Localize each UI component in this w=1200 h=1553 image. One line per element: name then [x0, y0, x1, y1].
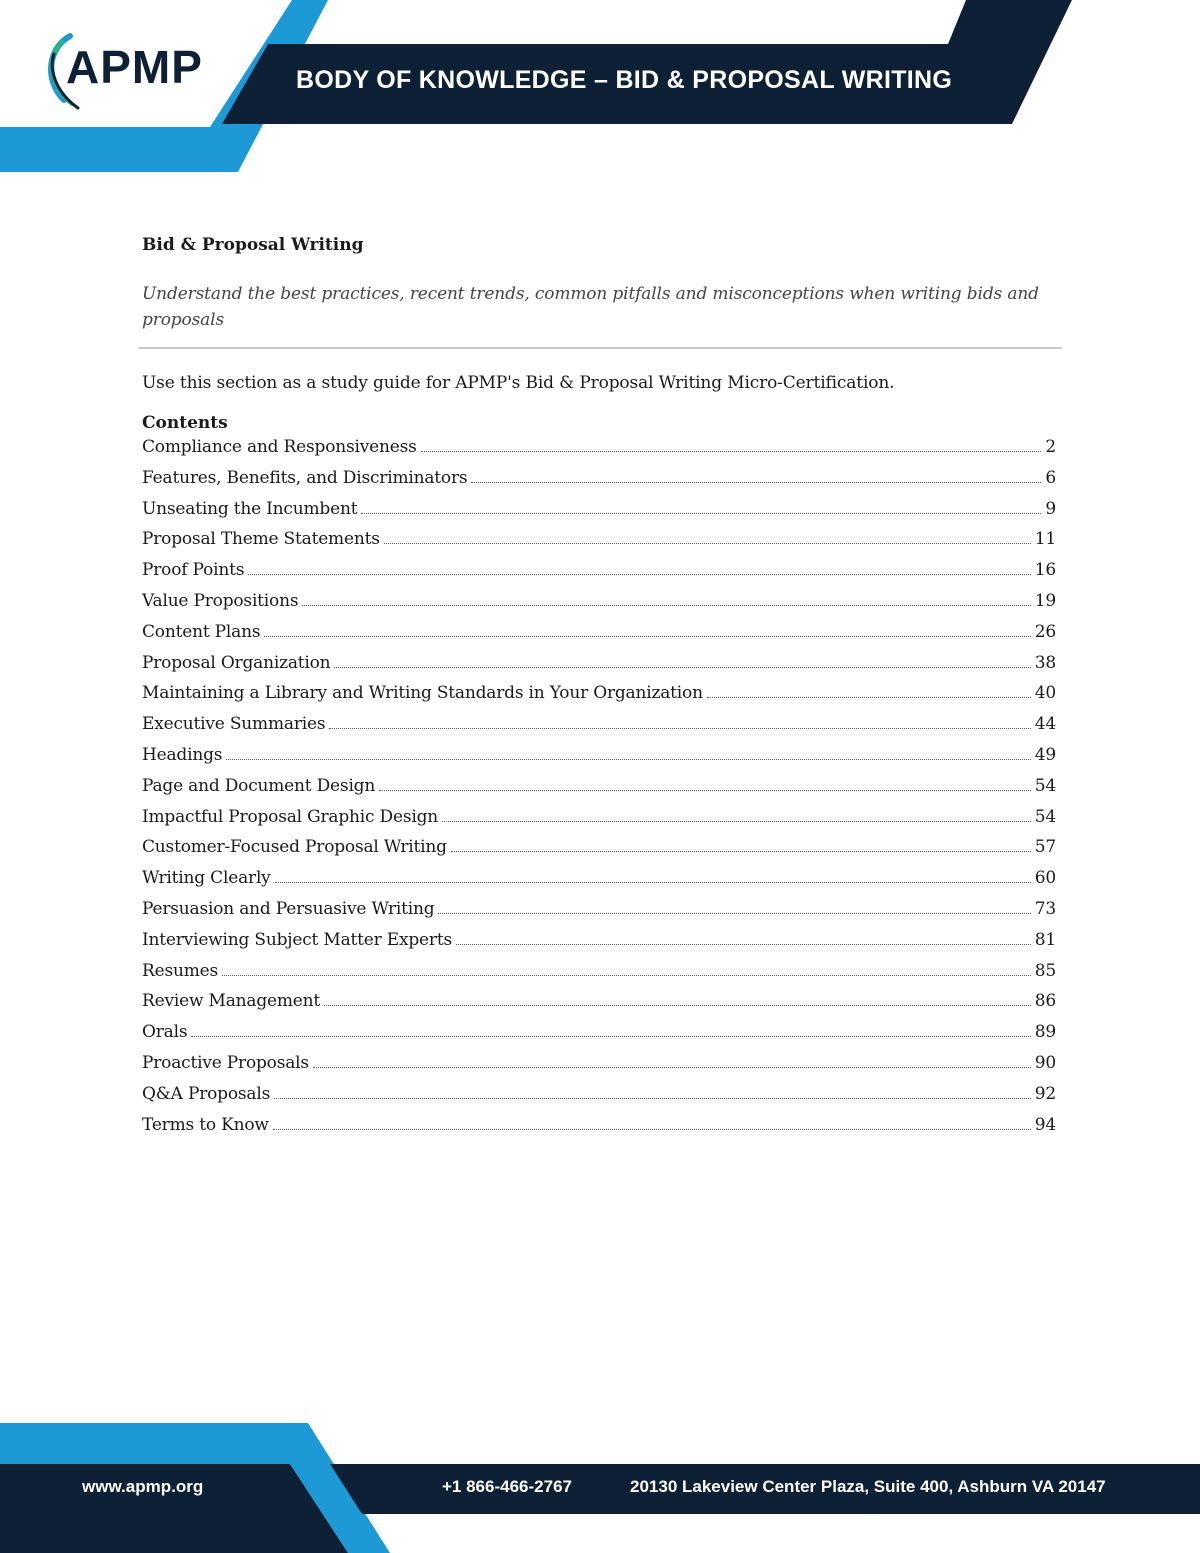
toc-entry[interactable] — [142, 745, 1056, 776]
toc-dot-leader — [707, 697, 1031, 698]
toc-entry-page[interactable]: 40 — [1034, 683, 1056, 704]
toc-entry-label[interactable]: Features, Benefits, and Discriminators — [142, 467, 468, 488]
toc-entry-page[interactable]: 49 — [1034, 744, 1056, 765]
intro-text: Use this section as a study guide for APMP's Bid & Proposal Writing Micro-Certification. — [142, 373, 895, 393]
toc-entry-label[interactable]: Unseating the Incumbent — [142, 498, 358, 519]
toc-entry[interactable] — [142, 683, 1056, 714]
toc-dot-leader — [329, 728, 1030, 729]
toc-entry[interactable] — [142, 837, 1056, 868]
toc-entry[interactable] — [142, 714, 1056, 745]
toc-dot-leader — [313, 1067, 1031, 1068]
toc-entry[interactable] — [142, 776, 1056, 807]
toc-entry-label[interactable]: Resumes — [142, 960, 219, 981]
toc-entry[interactable] — [142, 899, 1056, 930]
toc-entry[interactable] — [142, 1084, 1056, 1115]
toc-dot-leader — [191, 1036, 1030, 1037]
toc-entry[interactable] — [142, 991, 1056, 1022]
toc-entry-page[interactable]: 81 — [1034, 929, 1056, 950]
toc-entry[interactable] — [142, 468, 1056, 499]
toc-dot-leader — [324, 1005, 1031, 1006]
toc-dot-leader — [456, 944, 1031, 945]
toc-dot-leader — [334, 667, 1030, 668]
toc-entry[interactable] — [142, 961, 1056, 992]
toc-entry-page[interactable]: 60 — [1034, 868, 1056, 889]
toc-entry-page[interactable]: 26 — [1034, 621, 1056, 642]
toc-entry-page[interactable]: 73 — [1034, 898, 1056, 919]
toc-entry-page[interactable]: 11 — [1034, 529, 1056, 550]
toc-entry-label[interactable]: Value Propositions — [142, 590, 299, 611]
toc-entry-label[interactable]: Q&A Proposals — [142, 1083, 271, 1104]
footer-phone: +1 866-466-2767 — [442, 1477, 572, 1496]
toc-entry-page[interactable]: 90 — [1034, 1052, 1056, 1073]
document-title: Bid & Proposal Writing — [142, 235, 364, 255]
toc-entry-label[interactable]: Interviewing Subject Matter Experts — [142, 929, 452, 950]
toc-entry-page[interactable]: 57 — [1034, 837, 1056, 858]
toc-dot-leader — [471, 482, 1041, 483]
toc-entry[interactable] — [142, 437, 1056, 468]
toc-dot-leader — [421, 451, 1042, 452]
toc-entry-page[interactable]: 86 — [1034, 991, 1056, 1012]
toc-dot-leader — [274, 1098, 1031, 1099]
toc-dot-leader — [438, 913, 1030, 914]
toc-entry[interactable] — [142, 560, 1056, 591]
toc-entry-page[interactable]: 44 — [1034, 714, 1056, 735]
document-subtitle: Understand the best practices, recent trends, common pitfalls and misconceptions when writing bids and proposals — [142, 284, 1039, 330]
toc-dot-leader — [273, 1129, 1031, 1130]
document-body — [138, 235, 1062, 1145]
toc-entry-page[interactable]: 16 — [1034, 560, 1056, 581]
toc-dot-leader — [361, 513, 1041, 514]
toc-entry[interactable] — [142, 930, 1056, 961]
toc-entry[interactable] — [142, 653, 1056, 684]
toc-entry-page[interactable]: 19 — [1034, 590, 1056, 611]
toc-entry-label[interactable]: Executive Summaries — [142, 714, 326, 735]
contents-heading: Contents — [142, 413, 228, 433]
toc-dot-leader — [248, 574, 1031, 575]
toc-entry-page[interactable]: 54 — [1034, 806, 1056, 827]
toc-dot-leader — [264, 636, 1030, 637]
footer-website-link[interactable]: www.apmp.org — [82, 1477, 204, 1496]
toc-entry-label[interactable]: Proposal Organization — [142, 652, 331, 673]
toc-dot-leader — [451, 851, 1031, 852]
toc-entry[interactable] — [142, 529, 1056, 560]
toc-entry[interactable] — [142, 499, 1056, 530]
toc-dot-leader — [226, 759, 1030, 760]
footer-address: 20130 Lakeview Center Plaza, Suite 400, Ashburn VA 20147 — [630, 1477, 1106, 1496]
table-of-contents — [142, 437, 1056, 1145]
toc-dot-leader — [222, 975, 1031, 976]
toc-entry-label[interactable]: Persuasion and Persuasive Writing — [142, 898, 435, 919]
toc-entry-page[interactable]: 89 — [1034, 1022, 1056, 1043]
toc-entry-page[interactable]: 94 — [1034, 1114, 1056, 1135]
toc-entry[interactable] — [142, 868, 1056, 899]
toc-dot-leader — [275, 882, 1031, 883]
toc-entry-page[interactable]: 2 — [1045, 437, 1056, 457]
toc-entry-label[interactable]: Impactful Proposal Graphic Design — [142, 806, 439, 827]
header-title: BODY OF KNOWLEDGE – BID & PROPOSAL WRITING — [296, 66, 953, 94]
header-navy-band — [222, 0, 1072, 124]
apmp-logo: APMP — [66, 41, 203, 93]
toc-entry-label[interactable]: Page and Document Design — [142, 775, 376, 796]
toc-entry-label[interactable]: Compliance and Responsiveness — [142, 437, 417, 457]
toc-entry-page[interactable]: 38 — [1034, 652, 1056, 673]
toc-dot-leader — [384, 543, 1031, 544]
toc-entry[interactable] — [142, 1022, 1056, 1053]
toc-entry-page[interactable]: 54 — [1034, 775, 1056, 796]
toc-dot-leader — [442, 821, 1031, 822]
toc-entry-page[interactable]: 85 — [1034, 960, 1056, 981]
toc-entry[interactable] — [142, 807, 1056, 838]
toc-entry-label[interactable]: Proof Points — [142, 560, 245, 581]
toc-entry-page[interactable]: 9 — [1045, 498, 1056, 519]
toc-entry-label[interactable]: Terms to Know — [142, 1114, 269, 1135]
toc-entry[interactable] — [142, 1115, 1056, 1146]
toc-entry-page[interactable]: 6 — [1045, 467, 1056, 488]
toc-entry-label[interactable]: Maintaining a Library and Writing Standards in Your Organization — [142, 683, 703, 704]
toc-entry[interactable] — [142, 591, 1056, 622]
toc-entry-label[interactable]: Proactive Proposals — [142, 1052, 309, 1073]
toc-dot-leader — [302, 605, 1030, 606]
toc-entry-label[interactable]: Review Management — [142, 991, 321, 1012]
toc-entry-label[interactable]: Customer-Focused Proposal Writing — [142, 837, 447, 858]
toc-entry-label[interactable]: Orals — [142, 1022, 188, 1043]
toc-entry[interactable] — [142, 622, 1056, 653]
toc-entry-label[interactable]: Proposal Theme Statements — [142, 529, 380, 550]
toc-entry-label[interactable]: Headings — [142, 744, 223, 765]
divider — [138, 347, 1062, 349]
toc-entry-label[interactable]: Writing Clearly — [142, 868, 271, 889]
toc-entry-page[interactable]: 92 — [1034, 1083, 1056, 1104]
toc-dot-leader — [379, 790, 1031, 791]
toc-entry[interactable] — [142, 1053, 1056, 1084]
toc-entry-label[interactable]: Content Plans — [142, 621, 261, 642]
